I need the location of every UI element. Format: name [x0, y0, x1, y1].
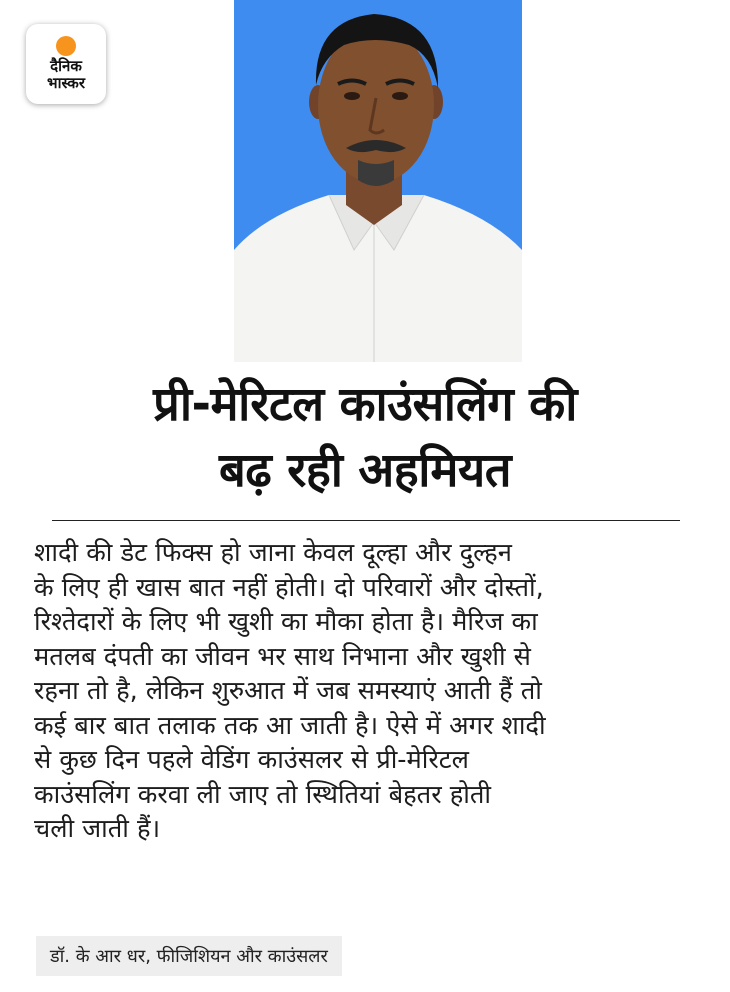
logo-text-line2: भास्कर	[47, 74, 85, 92]
article-line: चली जाती हैं।	[34, 814, 161, 844]
logo-text-line1: दैनिक	[50, 57, 82, 75]
headline-line2: बढ़ रही अहमियत	[218, 443, 512, 498]
headline-line1: प्री-मेरिटल काउंसलिंग की	[153, 377, 577, 432]
portrait-photo	[234, 0, 522, 362]
article-line: रिश्तेदारों के लिए भी खुशी का मौका होता है। मैरिज का	[34, 607, 538, 637]
dainik-bhaskar-logo	[26, 24, 106, 104]
article-line: काउंसलिंग करवा ली जाए तो स्थितियां बेहतर होती	[34, 779, 492, 810]
sun-icon	[56, 36, 76, 56]
article-line: शादी की डेट फिक्स हो जाना केवल दूल्हा और दुल्हन	[34, 538, 512, 568]
article-line: के लिए ही खास बात नहीं होती। दो परिवारों और दोस्तों,	[34, 572, 544, 603]
headline	[0, 372, 730, 504]
byline-text: डॉ. के आर धर, फीजिशियन और काउंसलर	[50, 946, 328, 967]
article-body	[34, 536, 706, 847]
article-line: रहना तो है, लेकिन शुरुआत में जब समस्याएं आती हैं तो	[34, 676, 542, 706]
byline	[36, 936, 342, 976]
article-line: से कुछ दिन पहले वेडिंग काउंसलर से प्री-मेरिटल	[34, 745, 469, 775]
article-line: कई बार बात तलाक तक आ जाती है। ऐसे में अगर शादी	[34, 710, 546, 741]
article-line: मतलब दंपती का जीवन भर साथ निभाना और खुशी से	[34, 641, 531, 672]
divider-line	[52, 520, 680, 521]
